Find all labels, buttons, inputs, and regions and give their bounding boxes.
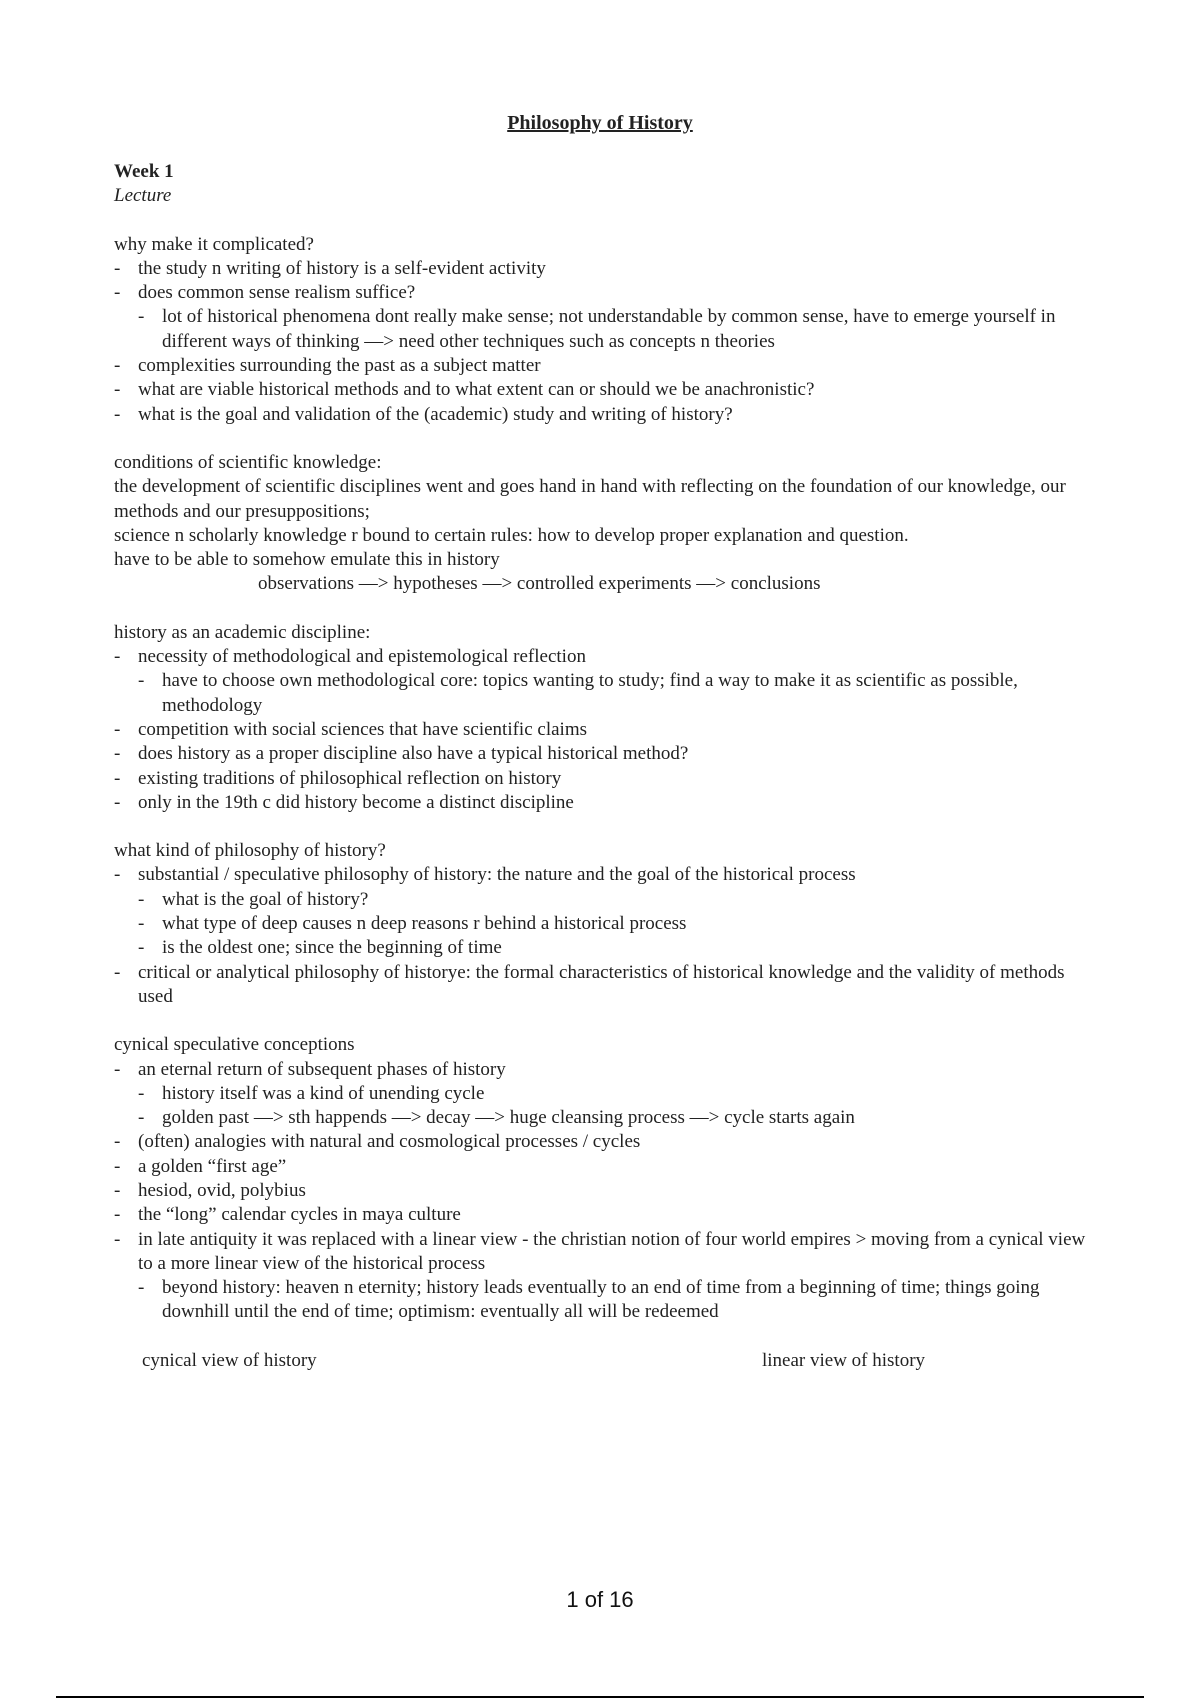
sub-list-item: - lot of historical phenomena dont really make sense; not understandable by common sense, have to emerge yourself in different ways of thinking —> need other techniques such as concepts n theories xyxy=(138,305,1094,354)
bottom-divider xyxy=(56,1696,1144,1698)
list-item: - what are viable historical methods and to what extent can or should we be anachronistic? xyxy=(114,378,1094,402)
list-item: - an eternal return of subsequent phases of history - history itself was a kind of unending cycle - golden past —> sth happends —> decay —> huge cleansing process —> cycle starts again xyxy=(114,1058,1094,1131)
view-labels xyxy=(114,1349,1094,1373)
document-body xyxy=(114,160,1094,1373)
section-heading: conditions of scientific knowledge: xyxy=(114,451,382,473)
paragraph: have to be able to somehow emulate this in history xyxy=(114,549,500,571)
list-item: - substantial / speculative philosophy of history: the nature and the goal of the historical process - what is the goal of history? - what type of deep causes n deep reasons r behind a historical process - is the oldest one; since the beginning of time xyxy=(114,863,1094,960)
linear-view-label: linear view of history xyxy=(762,1349,926,1371)
sub-list-item: - what type of deep causes n deep reasons r behind a historical process xyxy=(138,912,1094,936)
list-item: - what is the goal and validation of the (academic) study and writing of history? xyxy=(114,403,1094,427)
list-item: - only in the 19th c did history become a distinct discipline xyxy=(114,791,1094,815)
section-cynical-conceptions xyxy=(114,1033,1094,1373)
list-item: - necessity of methodological and epistemological reflection - have to choose own methodological core: topics wanting to study; find a way to make it as scientific as possible, methodology xyxy=(114,645,1094,718)
section-heading: why make it complicated? xyxy=(114,233,314,255)
section-academic-discipline xyxy=(114,621,1094,815)
list-item: - critical or analytical philosophy of historye: the formal characteristics of historical knowledge and the validity of methods used xyxy=(114,961,1094,1010)
list-item: - the study n writing of history is a self-evident activity xyxy=(114,257,1094,281)
section-heading: history as an academic discipline: xyxy=(114,621,371,643)
sub-list-item: - what is the goal of history? xyxy=(138,888,1094,912)
section-scientific-knowledge xyxy=(114,451,1094,597)
list-item: - complexities surrounding the past as a subject matter xyxy=(114,354,1094,378)
sub-list-item: - beyond history: heaven n eternity; history leads eventually to an end of time from a beginning of time; things going downhill until the end of time; optimism: eventually all will be redeemed xyxy=(138,1276,1094,1325)
paragraph: science n scholarly knowledge r bound to certain rules: how to develop proper explanation and question. xyxy=(114,524,909,546)
section-heading: cynical speculative conceptions xyxy=(114,1034,355,1056)
sub-list-item: - have to choose own methodological core: topics wanting to study; find a way to make it as scientific as possible, methodology xyxy=(138,669,1094,718)
sub-list-item: - golden past —> sth happends —> decay —> huge cleansing process —> cycle starts again xyxy=(138,1106,1094,1130)
list-item: - the “long” calendar cycles in maya culture xyxy=(114,1203,1094,1227)
week-heading: Week 1 xyxy=(114,161,174,182)
lecture-label: Lecture xyxy=(114,185,172,207)
document-title: Philosophy of History xyxy=(507,112,693,134)
sub-list-item: - history itself was a kind of unending cycle xyxy=(138,1082,1094,1106)
method-flow: observations —> hypotheses —> controlled experiments —> conclusions xyxy=(258,573,821,595)
section-heading: what kind of philosophy of history? xyxy=(114,840,386,862)
page-indicator: 1 of 16 xyxy=(566,1587,634,1612)
list-item: - competition with social sciences that have scientific claims xyxy=(114,718,1094,742)
paragraph: the development of scientific disciplines went and goes hand in hand with reflecting on the foundation of our knowledge, our methods and our presuppositions; xyxy=(114,476,1066,522)
list-item: - in late antiquity it was replaced with a linear view - the christian notion of four world empires > moving from a cynical view to a more linear view of the historical process - beyond history: heaven n eternity; history leads eventually to an end of time from a beginning of time; things going downhill until the end of time; optimism: eventually all will be redeemed xyxy=(114,1228,1094,1325)
section-kind-of-philosophy xyxy=(114,839,1094,1009)
list-item: - does common sense realism suffice? - lot of historical phenomena dont really make sense; not understandable by common sense, have to emerge yourself in different ways of thinking —> need other techniques such as concepts n theories xyxy=(114,281,1094,354)
section-why-complicated xyxy=(114,233,1094,427)
sub-list-item: - is the oldest one; since the beginning of time xyxy=(138,936,1094,960)
list-item: - does history as a proper discipline also have a typical historical method? xyxy=(114,742,1094,766)
list-item: - (often) analogies with natural and cosmological processes / cycles xyxy=(114,1130,1094,1154)
cynical-view-label: cynical view of history xyxy=(142,1349,317,1371)
list-item: - hesiod, ovid, polybius xyxy=(114,1179,1094,1203)
list-item: - a golden “first age” xyxy=(114,1155,1094,1179)
list-item: - existing traditions of philosophical reflection on history xyxy=(114,767,1094,791)
